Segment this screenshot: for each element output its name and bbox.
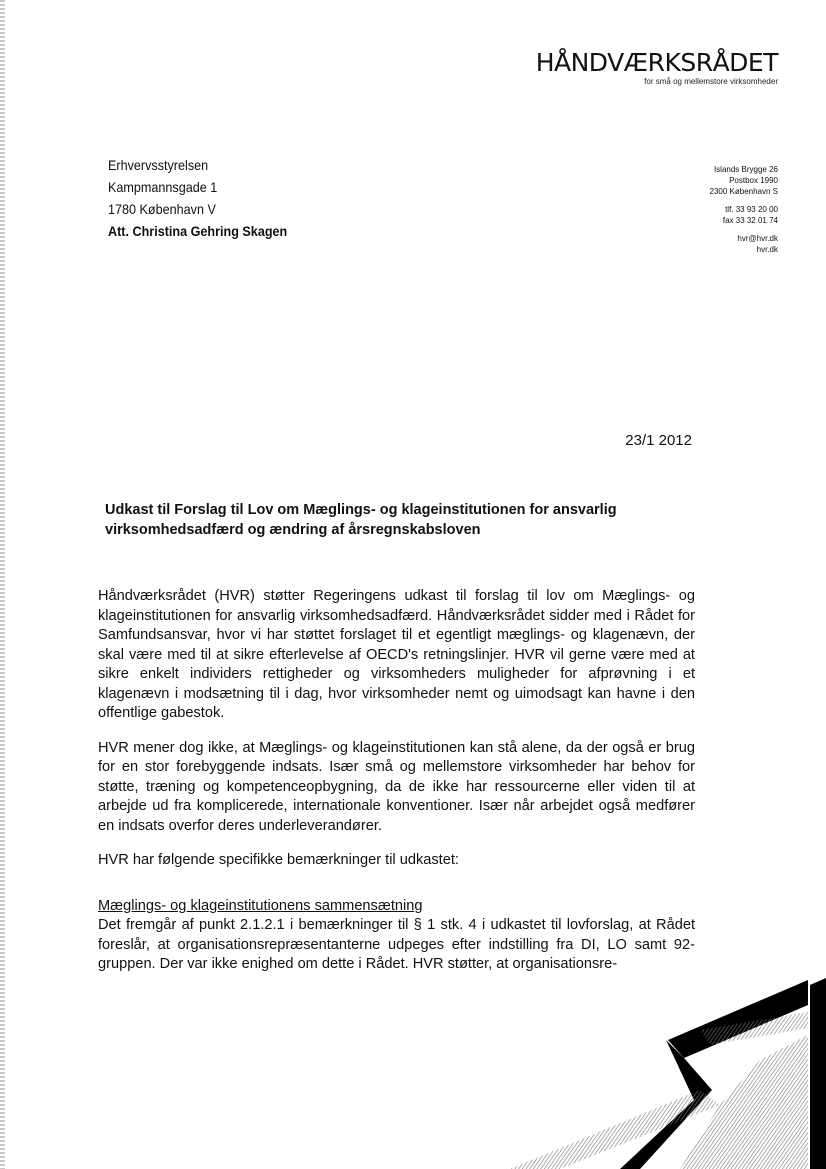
recipient-attention: Att. Christina Gehring Skagen xyxy=(108,223,288,239)
body-paragraph: HVR mener dog ikke, at Mæglings- og klageinstitutionen kan stå alene, da der også er brug for en stor forebyggende indsats. Især små og mellemstore virksomheder har behov for støtte, træning og kompetenceopbygning, da de ikke har ressourcerne eller viden til at arbejde ud fra komplicerede, internationale konventioner. Især når arbejdet også medfører en indsats overfor deres underleverandører. xyxy=(98,739,695,834)
logo-wordmark: HÅNDVÆRKSRÅDET xyxy=(535,48,778,77)
recipient-line: Kampmannsgade 1 xyxy=(108,179,218,195)
body-paragraph: Håndværksrådet (HVR) støtter Regeringens udkast til forslag til lov om Mæglings- og klageinstitutionen for ansvarlig virksomhedsadfærd. Håndværksrådet sidder med i Rådet for Samfundsansvar, hvor vi har støttet forslaget til et egentligt mæglings- og klagenævn, der skal være med til at sikre efterlevelse af OECD's retningslinjer. HVR vil gerne være med at sikre enkelt individers rettigheder og virksomheders muligheder for afprøvning i et klagenævn i modsætning til i dag, hvor virksomheder nemt og uimodsagt kan havne i den offentlige gabestok. xyxy=(98,588,695,721)
body-paragraph: HVR har følgende specifikke bemærkninger til udkastet: xyxy=(98,852,459,868)
letter-subject: Udkast til Forslag til Lov om Mæglings- og klageinstitutionen for ansvarlig virksomhedsadfærd og ændring af årsregnskabsloven xyxy=(105,502,617,538)
section-heading: Mæglings- og klageinstitutionens sammensætning xyxy=(98,897,423,914)
sender-fax: fax 33 32 01 74 xyxy=(722,216,778,225)
sender-website: hvr.dk xyxy=(756,245,778,254)
sender-phone: tlf. 33 93 20 00 xyxy=(725,205,778,214)
sender-email: hvr@hvr.dk xyxy=(737,234,778,243)
recipient-line: 1780 København V xyxy=(108,201,216,217)
section-paragraph: Det fremgår af punkt 2.1.2.1 i bemærkninger til § 1 stk. 4 i udkastet til lovforslag, at Rådet foreslår, at organisationsrepræsentanterne udpeges efter indstilling fra DI, LO samt 92-gruppen. Der var ikke enighed om dette i Rådet. HVR støtter, at organisationsre- xyxy=(98,917,695,972)
logo-tagline: for små og mellemstore virksomheder xyxy=(644,77,778,86)
recipient-line: Erhvervsstyrelsen xyxy=(108,157,209,173)
sender-street: Islands Brygge 26 xyxy=(713,165,778,174)
letter-date: 23/1 2012 xyxy=(625,432,692,449)
sender-city: 2300 København S xyxy=(709,187,778,196)
sender-postbox: Postbox 1990 xyxy=(729,176,778,185)
